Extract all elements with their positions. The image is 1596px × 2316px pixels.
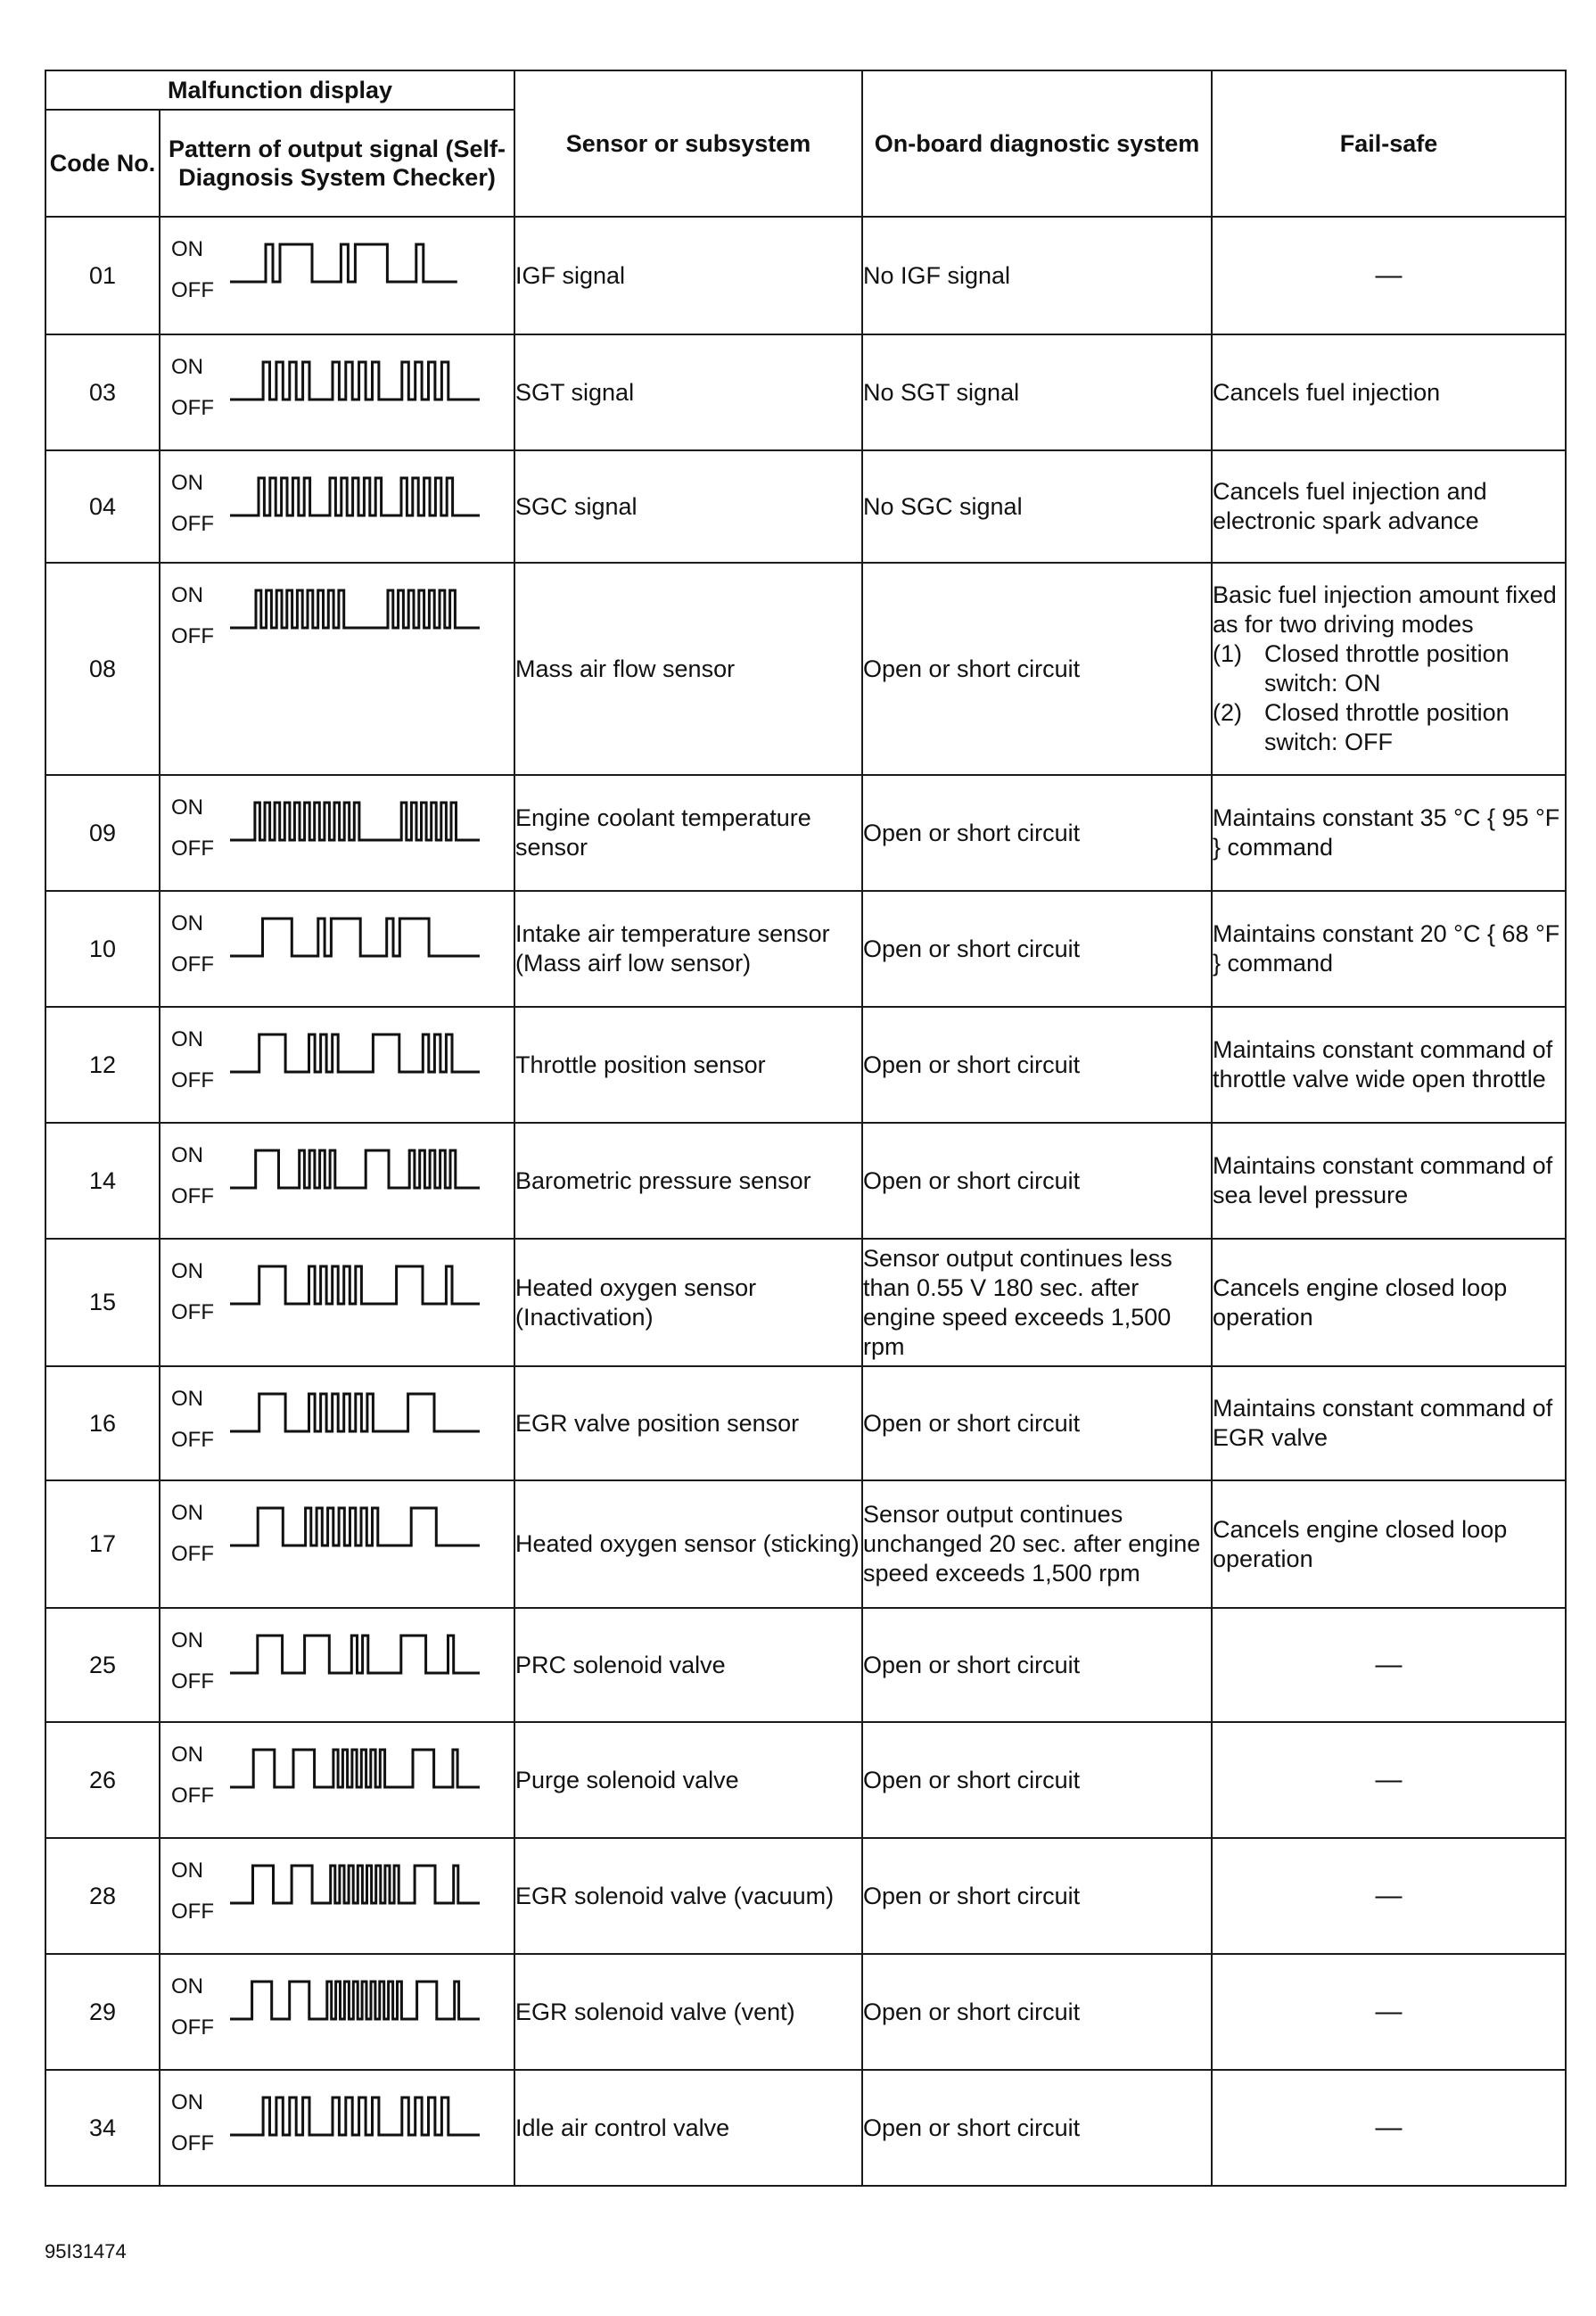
signal-pattern-cell	[160, 1608, 514, 1722]
off-label: OFF	[171, 1784, 214, 1808]
on-label: ON	[171, 2090, 203, 2114]
table-row	[45, 1366, 1566, 1480]
signal-pattern-cell	[160, 1366, 514, 1480]
obd-cell: Open or short circuit	[862, 1954, 1212, 2070]
code-cell: 26	[45, 1722, 160, 1838]
pattern-header: Pattern of output signal (Self-Diagnosis System Checker)	[160, 110, 514, 217]
table-row	[45, 1480, 1566, 1608]
signal-waveform	[230, 2096, 480, 2137]
failsafe-header: Fail-safe	[1212, 70, 1566, 217]
off-label: OFF	[171, 1669, 214, 1694]
sensor-cell: SGT signal	[514, 334, 862, 450]
signal-waveform	[230, 1748, 480, 1789]
signal-pattern-cell	[160, 1123, 514, 1239]
failsafe-item	[1213, 698, 1565, 757]
sensor-cell: Engine coolant temperature sensor	[514, 775, 862, 891]
table-row	[45, 1608, 1566, 1722]
sensor-cell: EGR valve position sensor	[514, 1366, 862, 1480]
code-cell: 12	[45, 1007, 160, 1123]
waveform-trace	[230, 362, 480, 400]
on-label: ON	[171, 471, 203, 495]
code-no-header: Code No.	[45, 110, 160, 217]
signal-waveform	[230, 1033, 480, 1074]
obd-cell: Open or short circuit	[862, 775, 1212, 891]
off-label: OFF	[171, 2015, 214, 2040]
table-row	[45, 2070, 1566, 2186]
sensor-cell: Mass air flow sensor	[514, 563, 862, 775]
signal-waveform	[230, 360, 480, 401]
sensor-cell: SGC signal	[514, 450, 862, 563]
code-cell: 17	[45, 1480, 160, 1608]
waveform-trace	[230, 478, 480, 515]
sensor-cell: EGR solenoid valve (vent)	[514, 1954, 862, 2070]
failsafe-cell: Cancels fuel injection and electronic spark advance	[1212, 450, 1566, 563]
failsafe-item-text: Closed throttle position switch: ON	[1264, 640, 1510, 696]
failsafe-cell: Cancels engine closed loop operation	[1212, 1480, 1566, 1608]
failsafe-cell: Maintains constant 20 °C { 68 °F } command	[1212, 891, 1566, 1007]
failsafe-item-number: (2)	[1213, 699, 1242, 726]
obd-cell: Open or short circuit	[862, 563, 1212, 775]
failsafe-item	[1213, 639, 1565, 698]
waveform-trace	[230, 1150, 480, 1188]
failsafe-list	[1213, 639, 1565, 757]
on-label: ON	[171, 237, 203, 261]
sensor-cell: Intake air temperature sensor (Mass airf low sensor)	[514, 891, 862, 1007]
off-label: OFF	[171, 512, 214, 536]
table-row	[45, 1838, 1566, 1954]
on-label: ON	[171, 355, 203, 379]
waveform-trace	[230, 244, 457, 282]
table-body	[45, 217, 1566, 2186]
waveform-trace	[230, 1034, 480, 1072]
obd-cell: Open or short circuit	[862, 1722, 1212, 1838]
obd-cell: Sensor output continues unchanged 20 sec. after engine speed exceeds 1,500 rpm	[862, 1480, 1212, 1608]
sensor-header: Sensor or subsystem	[514, 70, 862, 217]
signal-pattern-cell	[160, 217, 514, 334]
table-row	[45, 775, 1566, 891]
on-label: ON	[171, 1859, 203, 1883]
off-label: OFF	[171, 2131, 214, 2155]
failsafe-cell: —	[1212, 2070, 1566, 2186]
sensor-cell: Purge solenoid valve	[514, 1722, 862, 1838]
code-cell: 25	[45, 1608, 160, 1722]
code-cell: 29	[45, 1954, 160, 2070]
signal-pattern-cell	[160, 1954, 514, 2070]
failsafe-cell: Maintains constant command of EGR valve	[1212, 1366, 1566, 1480]
sensor-cell: Idle air control valve	[514, 2070, 862, 2186]
sensor-cell: Throttle position sensor	[514, 1007, 862, 1123]
on-label: ON	[171, 583, 203, 607]
code-cell: 34	[45, 2070, 160, 2186]
waveform-trace	[230, 1866, 480, 1903]
signal-waveform	[230, 1265, 480, 1306]
on-label: ON	[171, 795, 203, 820]
signal-pattern-cell	[160, 775, 514, 891]
signal-waveform	[230, 1980, 480, 2021]
signal-waveform	[230, 917, 480, 958]
off-label: OFF	[171, 278, 214, 302]
off-label: OFF	[171, 624, 214, 648]
table-row	[45, 563, 1566, 775]
code-cell: 09	[45, 775, 160, 891]
waveform-trace	[230, 1982, 480, 2019]
off-label: OFF	[171, 952, 214, 977]
failsafe-cell: Cancels fuel injection	[1212, 334, 1566, 450]
code-cell: 15	[45, 1239, 160, 1366]
sensor-cell: EGR solenoid valve (vacuum)	[514, 1838, 862, 1954]
signal-pattern-cell	[160, 891, 514, 1007]
waveform-trace	[230, 803, 480, 840]
failsafe-cell: Cancels engine closed loop operation	[1212, 1239, 1566, 1366]
code-cell: 16	[45, 1366, 160, 1480]
obd-cell: Open or short circuit	[862, 2070, 1212, 2186]
malfunction-display-header: Malfunction display	[45, 70, 514, 110]
table-row	[45, 1239, 1566, 1366]
obd-header: On-board diagnostic system	[862, 70, 1212, 217]
obd-cell: Open or short circuit	[862, 1608, 1212, 1722]
signal-waveform	[230, 801, 480, 842]
off-label: OFF	[171, 1300, 214, 1324]
diagnostic-trouble-code-table	[45, 70, 1567, 2187]
table-row	[45, 217, 1566, 334]
obd-cell: Open or short circuit	[862, 1007, 1212, 1123]
on-label: ON	[171, 1501, 203, 1525]
code-cell: 28	[45, 1838, 160, 1954]
table-row	[45, 1722, 1566, 1838]
signal-pattern-cell	[160, 1838, 514, 1954]
table-row	[45, 891, 1566, 1007]
on-label: ON	[171, 1743, 203, 1767]
on-label: ON	[171, 1628, 203, 1653]
waveform-trace	[230, 1750, 480, 1787]
off-label: OFF	[171, 1068, 214, 1092]
on-label: ON	[171, 1027, 203, 1051]
signal-pattern-cell	[160, 2070, 514, 2186]
failsafe-item-text: Closed throttle position switch: OFF	[1264, 699, 1510, 755]
code-cell: 04	[45, 450, 160, 563]
waveform-trace	[230, 1266, 480, 1304]
table-row	[45, 1954, 1566, 2070]
off-label: OFF	[171, 1428, 214, 1452]
sensor-cell: Barometric pressure sensor	[514, 1123, 862, 1239]
failsafe-cell: Maintains constant command of sea level pressure	[1212, 1123, 1566, 1239]
signal-waveform	[230, 1864, 480, 1905]
signal-pattern-cell	[160, 450, 514, 563]
on-label: ON	[171, 911, 203, 935]
code-cell: 08	[45, 563, 160, 775]
signal-waveform	[230, 1392, 480, 1433]
failsafe-text: Basic fuel injection amount fixed as for two driving modes	[1213, 581, 1557, 638]
failsafe-item-number: (1)	[1213, 640, 1242, 667]
sensor-cell: Heated oxygen sensor (sticking)	[514, 1480, 862, 1608]
signal-pattern-cell	[160, 1007, 514, 1123]
on-label: ON	[171, 1387, 203, 1411]
failsafe-cell: Maintains constant 35 °C { 95 °F } command	[1212, 775, 1566, 891]
on-label: ON	[171, 1143, 203, 1167]
sensor-cell: Heated oxygen sensor (Inactivation)	[514, 1239, 862, 1366]
signal-waveform	[230, 1149, 480, 1190]
table-row	[45, 1123, 1566, 1239]
failsafe-cell	[1212, 563, 1566, 775]
on-label: ON	[171, 1259, 203, 1283]
sensor-cell: PRC solenoid valve	[514, 1608, 862, 1722]
signal-pattern-cell	[160, 1722, 514, 1838]
signal-pattern-cell	[160, 1239, 514, 1366]
signal-waveform	[230, 589, 480, 630]
table-row	[45, 450, 1566, 563]
failsafe-cell: —	[1212, 217, 1566, 334]
failsafe-cell: Maintains constant command of throttle valve wide open throttle	[1212, 1007, 1566, 1123]
waveform-trace	[230, 1508, 480, 1545]
signal-waveform	[230, 243, 457, 284]
waveform-trace	[230, 590, 480, 628]
signal-waveform	[230, 1634, 480, 1675]
figure-id: 95I31474	[45, 2240, 127, 2262]
table-row	[45, 334, 1566, 450]
obd-cell: Open or short circuit	[862, 891, 1212, 1007]
obd-cell: Open or short circuit	[862, 1838, 1212, 1954]
obd-cell: No SGT signal	[862, 334, 1212, 450]
obd-cell: Sensor output continues less than 0.55 V 180 sec. after engine speed exceeds 1,500 rpm	[862, 1239, 1212, 1366]
sensor-cell: IGF signal	[514, 217, 862, 334]
failsafe-cell: —	[1212, 1608, 1566, 1722]
code-cell: 03	[45, 334, 160, 450]
code-cell: 14	[45, 1123, 160, 1239]
off-label: OFF	[171, 837, 214, 861]
obd-cell: Open or short circuit	[862, 1366, 1212, 1480]
failsafe-cell: —	[1212, 1838, 1566, 1954]
waveform-trace	[230, 919, 480, 956]
obd-cell: No SGC signal	[862, 450, 1212, 563]
failsafe-cell: —	[1212, 1954, 1566, 2070]
table-row	[45, 1007, 1566, 1123]
waveform-trace	[230, 2098, 480, 2135]
signal-waveform	[230, 1506, 480, 1547]
signal-pattern-cell	[160, 563, 514, 775]
on-label: ON	[171, 1974, 203, 1999]
signal-waveform	[230, 476, 480, 517]
code-cell: 01	[45, 217, 160, 334]
off-label: OFF	[171, 1184, 214, 1208]
off-label: OFF	[171, 1900, 214, 1924]
failsafe-cell: —	[1212, 1722, 1566, 1838]
off-label: OFF	[171, 396, 214, 420]
off-label: OFF	[171, 1542, 214, 1566]
waveform-trace	[230, 1394, 480, 1431]
obd-cell: No IGF signal	[862, 217, 1212, 334]
signal-pattern-cell	[160, 1480, 514, 1608]
obd-cell: Open or short circuit	[862, 1123, 1212, 1239]
code-cell: 10	[45, 891, 160, 1007]
signal-pattern-cell	[160, 334, 514, 450]
waveform-trace	[230, 1636, 480, 1673]
